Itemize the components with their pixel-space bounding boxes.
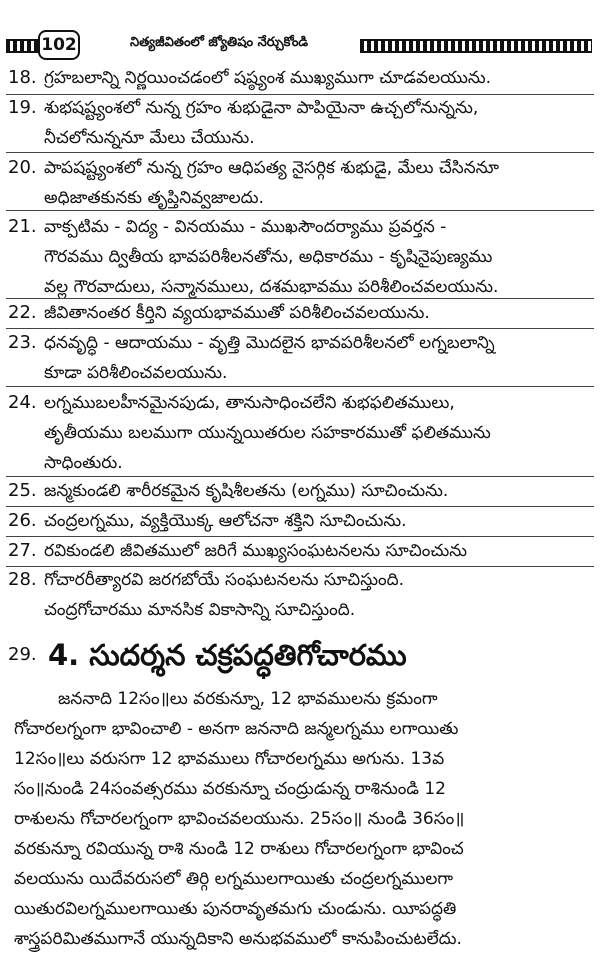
paragraph-line: 12సం॥లు వరుసగా 12 భావములు గోచారలగ్నము అగును. 13వ bbox=[14, 749, 445, 769]
item-number: 26. bbox=[8, 510, 37, 531]
item-text bbox=[44, 212, 596, 302]
item-number: 21. bbox=[8, 216, 37, 237]
paragraph-line: శాస్త్రపరిమితముగానే యున్నదికాని అనుభవములో కానుపించుటలేదు. bbox=[14, 929, 462, 949]
item-line: కూడా పరిశీలించవలయును. bbox=[44, 363, 228, 383]
item-line: వల్ల గౌరవాదులు, సన్మానములు, దశమభావము పరిశీలించవలయును. bbox=[44, 277, 499, 297]
item-line: జన్మకుండలి శారీరకమైన కృషిశీలతను (లగ్నము) సూచించును. bbox=[44, 481, 449, 501]
item-text bbox=[44, 506, 596, 536]
paragraph-line: సం॥నుండి 24సంవత్సరము వరకున్నూ చంద్రుడున్న రాశినుండి 12 bbox=[14, 779, 446, 799]
running-title: నిత్యజీవితంలో జ్యోతిషం నేర్చుకోండి bbox=[129, 35, 309, 50]
item-number: 24. bbox=[8, 392, 37, 413]
decorative-border-left bbox=[6, 39, 40, 53]
item-line: గ్రహబలాన్ని నిర్ణయించడంలో షష్ఠ్యంశ ముఖ్యముగా చూడవలయును. bbox=[44, 68, 492, 88]
item-line: లగ్నముబలహీనమైనపుడు, తానుసాధించలేని శుభఫలితములు, bbox=[44, 393, 455, 413]
paragraph-line: జననాది 12సం॥లు వరకున్నూ, 12 భావములను క్రమంగా bbox=[58, 689, 438, 709]
section-number: 29. bbox=[8, 644, 37, 665]
item-line: చంద్రలగ్నము, వ్యక్తియొక్క ఆలోచనా శక్తిని సూచించును. bbox=[44, 511, 407, 531]
item-text bbox=[44, 565, 596, 625]
item-text bbox=[44, 476, 596, 506]
item-line: జీవితానంతర కీర్తిని వ్యయభావముతో పరిశీలించవలయును. bbox=[44, 303, 430, 323]
decorative-border-right bbox=[360, 39, 592, 53]
item-text bbox=[44, 63, 596, 93]
item-line: వాక్పటిమ - విద్య - వినయము - ముఖసౌందర్యాము ప్రవర్తన - bbox=[44, 217, 447, 237]
paragraph-line: యితురవిలగ్నములగాయితు పునరావృతమగు చుండును. యీపద్ధతి bbox=[14, 899, 457, 919]
item-number: 27. bbox=[8, 540, 37, 561]
item-line: నీచలోనున్ననూ మేలు చేయును. bbox=[44, 128, 255, 148]
item-line: శుభషష్ట్యంశలో నున్న గ్రహం శుభుడైనా పాపియైనా ఉచ్చలోనున్నను, bbox=[44, 98, 479, 118]
item-line: పాపషష్ట్యంశలో నున్న గ్రహం ఆధిపత్య నైసర్గిక శుభుడై, మేలు చేసిననూ bbox=[44, 158, 499, 178]
item-text bbox=[44, 388, 596, 478]
item-line: ధనవృద్ధి - ఆదాయము - వృత్తి మొదలైన భావపరిశీలనలో లగ్నబలాన్ని bbox=[44, 333, 495, 353]
section-title: 4. సుదర్శన చక్రపద్ధతిగోచారము bbox=[48, 638, 407, 672]
item-line: గోచారరీత్యారవి జరగబోయే సంఘటనలను సూచిస్తుంది. bbox=[44, 570, 405, 590]
paragraph-line: వలయును యిదేవరుసలో తిర్గి లగ్నములగాయితు చంద్రలగ్నములగా bbox=[14, 869, 454, 889]
item-text bbox=[44, 153, 596, 213]
item-number: 28. bbox=[8, 569, 37, 590]
item-number: 18. bbox=[8, 67, 37, 88]
paragraph-line: రాశులను గోచారలగ్నంగా భావించవలయును. 25సం॥ నుండి 36సం॥ bbox=[14, 809, 465, 829]
item-text bbox=[44, 93, 596, 153]
paragraph-line: వరకున్నూ రవియున్న రాశి నుండి 12 రాశులు గోచారలగ్నంగా భావించ bbox=[14, 839, 464, 859]
page-number: 102 bbox=[38, 30, 80, 60]
item-text bbox=[44, 298, 596, 328]
item-number: 19. bbox=[8, 97, 37, 118]
section-heading bbox=[8, 632, 594, 678]
divider bbox=[6, 210, 594, 211]
item-number: 25. bbox=[8, 480, 37, 501]
page-header bbox=[0, 30, 600, 60]
item-number: 22. bbox=[8, 302, 37, 323]
item-line: రవికుండలి జీవితములో జరిగే ముఖ్యసంఘటనలను సూచించును bbox=[44, 541, 468, 561]
item-number: 23. bbox=[8, 332, 37, 353]
item-line: గౌరవము ద్వితీయ భావపరిశీలనతోను, అధికారము - కృషినైపుణ్యము bbox=[44, 247, 493, 267]
item-text bbox=[44, 328, 596, 388]
item-number: 20. bbox=[8, 157, 37, 178]
item-line: తృతీయము బలముగా యున్నయితరుల సహకారముతో ఫలితమును bbox=[44, 423, 491, 443]
item-line: సాధింతురు. bbox=[44, 453, 123, 473]
paragraph-line: గోచారలగ్నంగా భావించాలి - అనగా జననాది జన్మలగ్నము లగాయితు bbox=[14, 719, 459, 739]
divider bbox=[6, 386, 594, 387]
item-text bbox=[44, 536, 596, 566]
item-line: అధిజాతకునకు తృప్తినివ్వజాలదు. bbox=[44, 188, 264, 208]
body-paragraph bbox=[14, 684, 594, 954]
item-line: చంద్రగోచారము మానసిక వికాసాన్ని సూచిస్తుంది. bbox=[44, 600, 356, 620]
